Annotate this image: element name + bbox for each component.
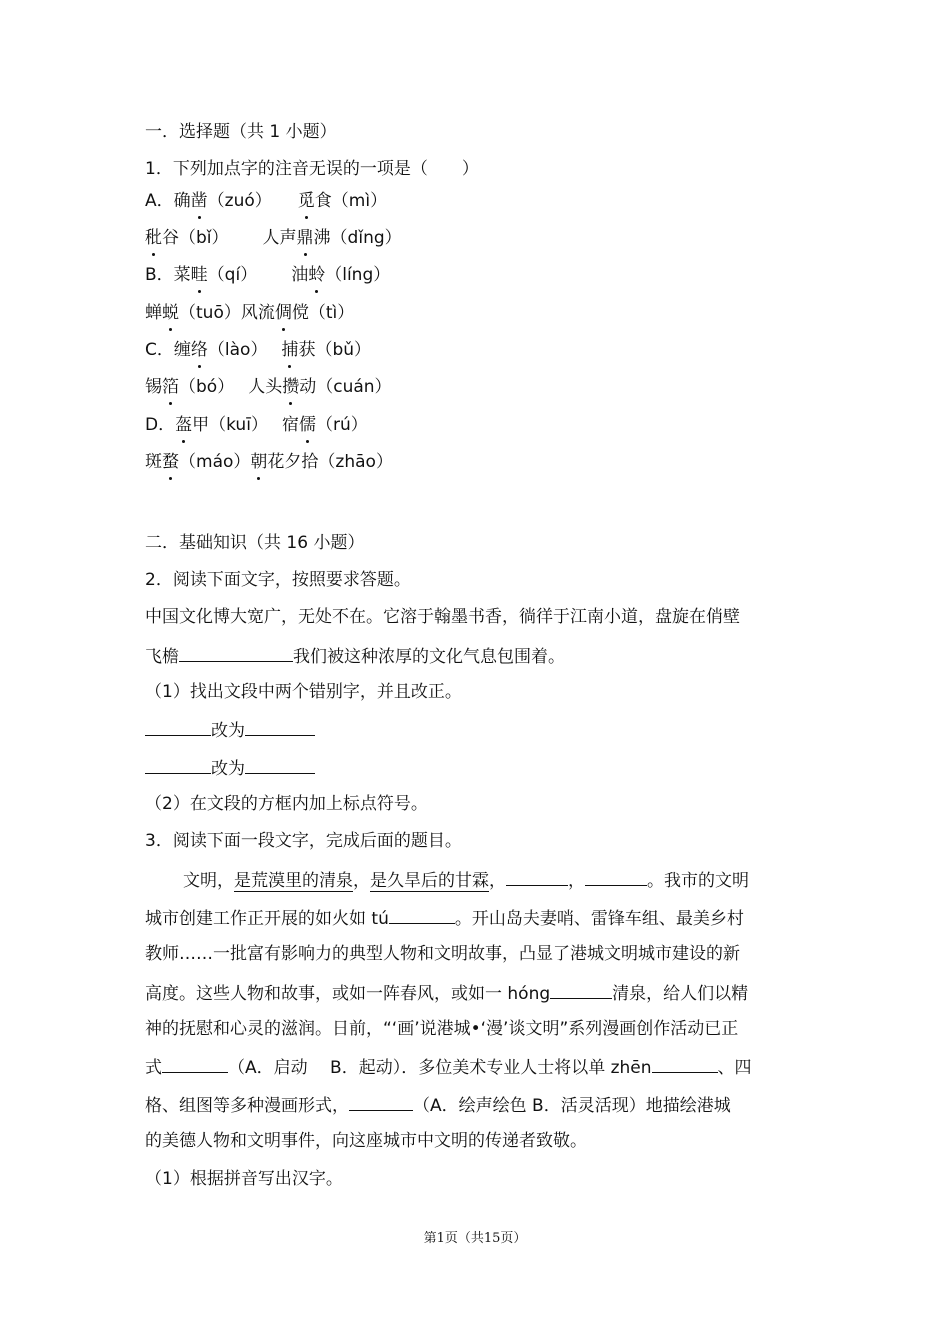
q3-passage-line4: 高度。这些人物和故事，或如一阵春风，或如一 hóng 清泉，给人们以精 bbox=[145, 980, 810, 1006]
emphasis-dot-char: 儒 bbox=[298, 415, 316, 435]
emphasis-dot-char: 攒 bbox=[282, 377, 300, 397]
q3-stem: 3．阅读下面一段文字，完成后面的题目。 bbox=[145, 831, 462, 851]
q3-passage-line6: 式 （A．启动 B．起动）．多位美术专业人士将以单 zhēn 、四 bbox=[145, 1054, 810, 1080]
option-a-item2: 觅食（mì） bbox=[297, 191, 388, 211]
option-b-item1: 菜畦（qí） bbox=[173, 265, 258, 285]
answer-blank[interactable] bbox=[245, 755, 315, 774]
q3-sub1: （1）根据拼音写出汉字。 bbox=[145, 1169, 343, 1189]
emphasis-dot-char: 蛉 bbox=[308, 265, 326, 285]
q1-option-c-line2 bbox=[145, 375, 810, 399]
option-c-item2: 捕获（bǔ） bbox=[281, 340, 372, 360]
answer-blank[interactable] bbox=[179, 643, 293, 662]
option-d-item3: 斑蝥（máo） bbox=[145, 452, 251, 472]
emphasis-dot-char: 捕 bbox=[281, 340, 299, 360]
q1-option-c: C．缠络（lào） 捕获（bǔ） bbox=[145, 340, 372, 360]
option-d-item1: 盔甲（kuī） bbox=[175, 415, 268, 435]
q1-option-b: B．菜畦（qí） 油蛉（líng） bbox=[145, 265, 391, 285]
answer-blank[interactable] bbox=[506, 867, 568, 886]
answer-blank[interactable] bbox=[245, 717, 315, 736]
option-b-item2: 油蛉（líng） bbox=[291, 265, 391, 285]
q2-correction-2: 改为 bbox=[145, 755, 810, 781]
q2-stem: 2．阅读下面文字，按照要求答题。 bbox=[145, 570, 411, 590]
emphasis-dot-char: 畦 bbox=[190, 265, 208, 285]
q2-passage-line1: 中国文化博大宽广，无处不在。它溶于翰墨书香，徜徉于江南小道，盘旋在俏壁 bbox=[145, 607, 740, 627]
q3-passage-line5: 神的抚慰和心灵的滋润。日前，“‘画’说港城•‘漫’谈文明”系列漫画创作活动已正 bbox=[145, 1019, 739, 1039]
emphasis-dot-char: 络 bbox=[190, 340, 208, 360]
q1-option-a: A．确凿（zuó） 觅食（mì） bbox=[145, 191, 388, 211]
option-a-item4: 人声鼎沸（dǐng） bbox=[262, 228, 402, 248]
emphasis-dot-char: 鼎 bbox=[296, 228, 314, 248]
answer-blank[interactable] bbox=[389, 905, 455, 924]
answer-blank[interactable] bbox=[162, 1054, 228, 1073]
q3-passage-line1: 文明，是荒漠里的清泉，是久旱后的甘霖， ， 。我市的文明 bbox=[183, 867, 810, 893]
emphasis-dot-char: 朝 bbox=[250, 452, 268, 472]
option-b-item4: 风流倜傥（tì） bbox=[240, 303, 355, 323]
option-c-item1: 缠络（lào） bbox=[173, 340, 268, 360]
section2-heading: 二．基础知识（共 16 小题） bbox=[145, 533, 365, 553]
q2-sub2: （2）在文段的方框内加上标点符号。 bbox=[145, 794, 428, 814]
q3-passage-line8: 的美德人物和文明事件，向这座城市中文明的传递者致敬。 bbox=[145, 1131, 587, 1151]
emphasis-dot-char: 盔 bbox=[175, 415, 193, 435]
emphasis-dot-char: 箔 bbox=[162, 377, 179, 397]
q1-option-a-line2 bbox=[145, 226, 810, 250]
emphasis-dot-char: 蝥 bbox=[162, 452, 179, 472]
answer-blank[interactable] bbox=[145, 755, 211, 774]
q3-passage-line3: 教师……一批富有影响力的典型人物和文明故事，凸显了港城文明城市建设的新 bbox=[145, 944, 740, 964]
emphasis-dot-char: 凿 bbox=[190, 191, 208, 211]
q1-option-d: D．盔甲（kuī） 宿儒（rú） bbox=[145, 415, 368, 435]
answer-blank[interactable] bbox=[145, 717, 211, 736]
q2-correction-1: 改为 bbox=[145, 717, 810, 743]
q3-passage-line2: 城市创建工作正开展的如火如 tú 。开山岛夫妻哨、雷锋车组、最美乡村 bbox=[145, 905, 810, 931]
answer-blank[interactable] bbox=[585, 867, 647, 886]
q3-passage-line7: 格、组图等多种漫画形式， （A．绘声绘色 B．活灵活现）地描绘港城 bbox=[145, 1092, 810, 1118]
option-d-item4: 朝花夕拾（zhāo） bbox=[250, 452, 393, 472]
emphasis-dot-char: 秕 bbox=[145, 228, 162, 248]
option-b-item3: 蝉蜕（tuō） bbox=[145, 303, 241, 323]
q1-option-b-line2 bbox=[145, 301, 810, 325]
section1-heading: 一．选择题（共 1 小题） bbox=[145, 122, 337, 142]
option-a-item1: 确凿（zuó） bbox=[173, 191, 272, 211]
emphasis-dot-char: 蜕 bbox=[162, 303, 179, 323]
answer-blank[interactable] bbox=[349, 1092, 413, 1111]
q1-option-d-line2 bbox=[145, 450, 810, 474]
option-c-item3: 锡箔（bó） bbox=[145, 377, 235, 397]
q2-passage-line2: 飞檐 我们被这种浓厚的文化气息包围着。 bbox=[145, 643, 810, 669]
option-d-item2: 宿儒（rú） bbox=[281, 415, 368, 435]
q1-stem: 1．下列加点字的注音无误的一项是（ ） bbox=[145, 159, 479, 179]
option-a-item3: 秕谷（bǐ） bbox=[145, 228, 229, 248]
answer-blank[interactable] bbox=[652, 1054, 718, 1073]
page-footer: 第1页（共15页） bbox=[423, 1231, 527, 1246]
emphasis-dot-char: 觅 bbox=[297, 191, 315, 211]
q2-sub1: （1）找出文段中两个错别字，并且改正。 bbox=[145, 682, 462, 702]
emphasis-dot-char: 倜 bbox=[274, 303, 292, 323]
option-c-item4: 人头攒动（cuán） bbox=[248, 377, 392, 397]
answer-blank[interactable] bbox=[550, 980, 612, 999]
